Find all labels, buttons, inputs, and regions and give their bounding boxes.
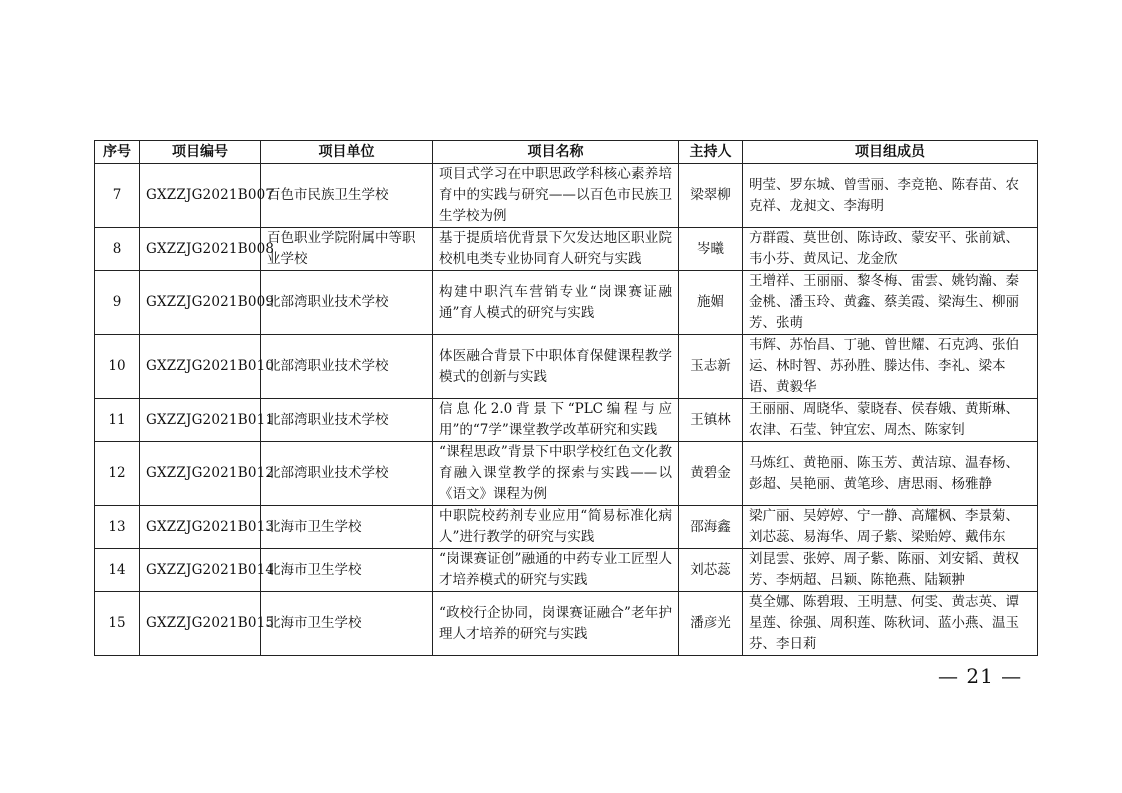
- cell-host: 潘彦光: [679, 592, 743, 656]
- cell-code: GXZZJG2021B013: [140, 506, 261, 549]
- cell-code: GXZZJG2021B007: [140, 164, 261, 228]
- table-header: [95, 141, 1038, 164]
- header-unit: 项目单位: [261, 141, 433, 164]
- table-row: [95, 271, 1038, 335]
- cell-members: 王增祥、王丽丽、黎冬梅、雷雲、姚钧瀚、秦金桃、潘玉玲、黄鑫、蔡美霞、梁海生、柳丽芳、张萌: [743, 271, 1038, 335]
- cell-no: 12: [95, 442, 140, 506]
- cell-name: “政校行企协同，岗课赛证融合”老年护理人才培养的研究与实践: [433, 592, 679, 656]
- cell-no: 15: [95, 592, 140, 656]
- cell-unit: 北部湾职业技术学校: [261, 335, 433, 399]
- table-row: [95, 549, 1038, 592]
- table-row: [95, 164, 1038, 228]
- table-body: [95, 164, 1038, 656]
- cell-unit: 北海市卫生学校: [261, 506, 433, 549]
- cell-name: 基于提质培优背景下欠发达地区职业院校机电类专业协同育人研究与实践: [433, 228, 679, 271]
- cell-host: 玉志新: [679, 335, 743, 399]
- cell-host: 邵海鑫: [679, 506, 743, 549]
- cell-unit: 百色市民族卫生学校: [261, 164, 433, 228]
- table-row: [95, 442, 1038, 506]
- page-number: — 21 —: [938, 664, 1023, 688]
- cell-members: 莫全娜、陈碧瑕、王明慧、何雯、黄志英、谭星莲、徐强、周积莲、陈秋词、蓝小燕、温玉芬、李日莉: [743, 592, 1038, 656]
- cell-name: 项目式学习在中职思政学科核心素养培育中的实践与研究——以百色市民族卫生学校为例: [433, 164, 679, 228]
- cell-unit: 北海市卫生学校: [261, 592, 433, 656]
- header-row: [95, 141, 1038, 164]
- cell-name: 中职院校药剂专业应用“简易标准化病人”进行教学的研究与实践: [433, 506, 679, 549]
- cell-no: 7: [95, 164, 140, 228]
- cell-code: GXZZJG2021B010: [140, 335, 261, 399]
- cell-code: GXZZJG2021B014: [140, 549, 261, 592]
- table-row: [95, 228, 1038, 271]
- cell-no: 10: [95, 335, 140, 399]
- cell-unit: 北部湾职业技术学校: [261, 442, 433, 506]
- table-row: [95, 335, 1038, 399]
- cell-members: 刘昆雲、张婷、周子紫、陈丽、刘安韬、黄权芳、李炳超、吕颖、陈艳燕、陆颖翀: [743, 549, 1038, 592]
- header-name: 项目名称: [433, 141, 679, 164]
- cell-no: 8: [95, 228, 140, 271]
- cell-unit: 北海市卫生学校: [261, 549, 433, 592]
- cell-name: “岗课赛证创”融通的中药专业工匠型人才培养模式的研究与实践: [433, 549, 679, 592]
- cell-name: 构建中职汽车营销专业“岗课赛证融通”育人模式的研究与实践: [433, 271, 679, 335]
- cell-code: GXZZJG2021B015: [140, 592, 261, 656]
- cell-unit: 北部湾职业技术学校: [261, 399, 433, 442]
- cell-code: GXZZJG2021B008: [140, 228, 261, 271]
- cell-host: 刘芯蕊: [679, 549, 743, 592]
- table-row: [95, 506, 1038, 549]
- cell-unit: 北部湾职业技术学校: [261, 271, 433, 335]
- cell-no: 13: [95, 506, 140, 549]
- table-row: [95, 399, 1038, 442]
- cell-name: 体医融合背景下中职体育保健课程教学模式的创新与实践: [433, 335, 679, 399]
- cell-code: GXZZJG2021B009: [140, 271, 261, 335]
- cell-members: 王丽丽、周晓华、蒙晓春、侯春娥、黄斯琳、农津、石莹、钟宜宏、周杰、陈家钊: [743, 399, 1038, 442]
- cell-no: 9: [95, 271, 140, 335]
- cell-host: 黄碧金: [679, 442, 743, 506]
- cell-members: 马炼红、黄艳丽、陈玉芳、黄洁琼、温春杨、彭超、吴艳丽、黄笔珍、唐思雨、杨雅静: [743, 442, 1038, 506]
- cell-members: 梁广丽、吴婷婷、宁一静、高耀枫、李景菊、刘芯蕊、易海华、周子紫、梁贻婷、戴伟东: [743, 506, 1038, 549]
- cell-host: 岑曦: [679, 228, 743, 271]
- cell-members: 方群霞、莫世创、陈诗政、蒙安平、张前斌、韦小芬、黄凤记、龙金欣: [743, 228, 1038, 271]
- cell-no: 14: [95, 549, 140, 592]
- cell-host: 施媚: [679, 271, 743, 335]
- header-code: 项目编号: [140, 141, 261, 164]
- cell-code: GXZZJG2021B011: [140, 399, 261, 442]
- cell-host: 梁翠柳: [679, 164, 743, 228]
- cell-members: 明莹、罗东城、曾雪丽、李竞艳、陈春苗、农克祥、龙昶文、李海明: [743, 164, 1038, 228]
- cell-host: 王镇林: [679, 399, 743, 442]
- cell-members: 韦辉、苏怡昌、丁驰、曾世耀、石克鸿、张伯运、林时智、苏孙胜、滕达伟、李礼、梁本语、黄毅华: [743, 335, 1038, 399]
- cell-name: 信息化2.0背景下“PLC编程与应用”的“7学”课堂教学改革研究和实践: [433, 399, 679, 442]
- project-table: [94, 140, 1038, 656]
- cell-name: “课程思政”背景下中职学校红色文化教育融入课堂教学的探索与实践——以《语文》课程为例: [433, 442, 679, 506]
- header-members: 项目组成员: [743, 141, 1038, 164]
- cell-unit: 百色职业学院附属中等职业学校: [261, 228, 433, 271]
- header-host: 主持人: [679, 141, 743, 164]
- cell-code: GXZZJG2021B012: [140, 442, 261, 506]
- cell-no: 11: [95, 399, 140, 442]
- header-no: 序号: [95, 141, 140, 164]
- table-row: [95, 592, 1038, 656]
